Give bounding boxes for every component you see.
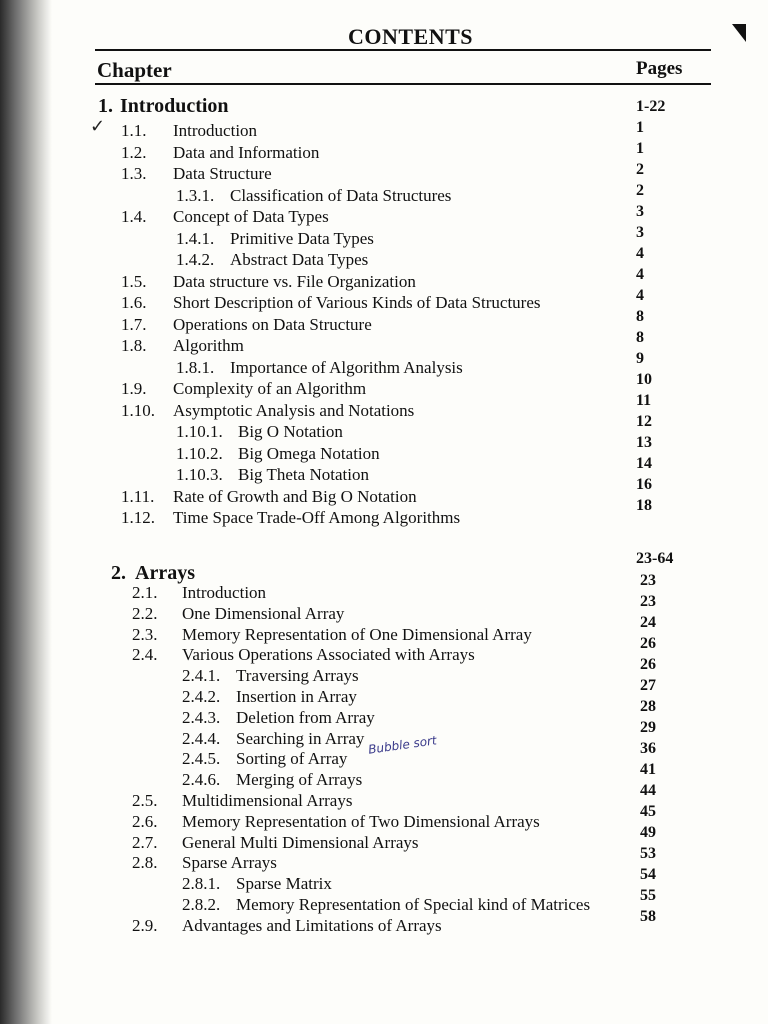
chapter1-page-number: 12	[636, 413, 652, 430]
chapter-2-title: Arrays	[135, 562, 195, 584]
chapter2-page-number: 55	[640, 887, 656, 904]
chapter2-entry-title: Memory Representation of One Dimensional Array	[182, 624, 532, 644]
chapter1-page-number: 3	[636, 224, 644, 241]
chapter2-entry-title: Deletion from Array	[236, 707, 375, 727]
chapter2-entry-number: 2.7.	[132, 832, 158, 852]
header-rule	[95, 83, 711, 85]
chapter1-entry-number: 1.5.	[121, 271, 147, 291]
chapter-2-number: 2.	[111, 562, 126, 584]
chapter2-entry-title: One Dimensional Array	[182, 603, 345, 623]
chapter1-entry-title: Data and Information	[173, 142, 320, 162]
chapter2-entry-number: 2.8.	[132, 853, 158, 873]
chapter1-entry-title: Operations on Data Structure	[173, 314, 372, 334]
chapter2-entry-title: Introduction	[182, 583, 267, 602]
chapter2-page-number: 23	[640, 593, 656, 610]
chapter1-entry-number: 1.12.	[121, 508, 155, 527]
chapter1-page-number: 10	[636, 371, 652, 388]
chapter1-entry-number: 1.9.	[121, 379, 147, 398]
chapter2-entry-title: Sparse Arrays	[182, 853, 277, 873]
chapter1-entry-number: 1.8.	[121, 336, 147, 355]
chapter1-page-number: 3	[636, 203, 644, 220]
chapter2-page-number: 53	[640, 845, 656, 862]
chapter1-entry-title: Data structure vs. File Organization	[173, 271, 416, 291]
chapter-1-title: Introduction	[120, 95, 229, 117]
chapter1-page-number: 8	[636, 329, 644, 346]
chapter1-entry-title: Complexity of an Algorithm	[173, 379, 367, 398]
chapter1-page-number: 1	[636, 119, 644, 136]
pages-column-header: Pages	[636, 58, 683, 79]
chapter-column-header: Chapter	[97, 58, 172, 82]
chapter1-entry-title: Big O Notation	[238, 422, 343, 441]
chapter2-entry-title: Merging of Arrays	[236, 770, 363, 790]
chapter2-page-number: 44	[640, 782, 656, 799]
chapter2-entry-number: 2.3.	[132, 624, 158, 644]
chapter1-entry-title: Algorithm	[173, 336, 244, 355]
chapter1-entry-number: 1.10.3.	[176, 465, 223, 484]
chapter1-entry-title: Data Structure	[173, 164, 272, 183]
chapter2-page-number: 45	[640, 803, 656, 820]
chapter1-entry-number: 1.7.	[121, 314, 147, 334]
chapter2-entry-number: 2.8.2.	[182, 895, 221, 914]
chapter1-entry-title: Classification of Data Structures	[230, 185, 452, 205]
chapter1-entry-number: 1.6.	[121, 293, 147, 312]
chapter1-entry-title: Abstract Data Types	[230, 250, 369, 269]
chapter2-page-number: 26	[640, 656, 656, 673]
chapter2-entry-title: Memory Representation of Two Dimensional Arrays	[182, 811, 540, 831]
chapter2-page-number: 29	[640, 719, 656, 736]
chapter1-entry-title: Short Description of Various Kinds of Data Structures	[173, 293, 541, 312]
chapter2-page-number: 24	[640, 614, 656, 631]
chapter1-entry-number: 1.4.	[121, 207, 147, 226]
chapter1-page-number: 16	[636, 476, 652, 493]
chapter2-page-number: 23	[640, 572, 656, 589]
chapter1-entry-title: Big Theta Notation	[238, 465, 369, 484]
chapter2-entry-title: Sorting of Array	[236, 749, 348, 769]
book-spine-shadow	[0, 0, 52, 1024]
chapter2-entry-number: 2.1.	[132, 583, 158, 602]
chapter2-page-number: 27	[640, 677, 656, 694]
chapter1-entry-title: Time Space Trade-Off Among Algorithms	[173, 508, 461, 527]
chapter1-entry-number: 1.8.1.	[176, 357, 215, 377]
chapter2-entry-number: 2.4.4.	[182, 728, 221, 748]
chapter1-entry-title: Rate of Growth and Big O Notation	[173, 486, 417, 506]
chapter1-entry-title: Introduction	[173, 121, 258, 140]
chapter2-page-number: 28	[640, 698, 656, 715]
corner-triangle-icon	[732, 24, 746, 42]
chapter1-entry-title: Primitive Data Types	[230, 228, 374, 248]
handwritten-annotation: Bubble sort	[367, 733, 438, 757]
chapter2-entry-number: 2.8.1.	[182, 874, 221, 894]
chapter2-entry-title: Insertion in Array	[236, 687, 357, 706]
chapter1-entry-title: Importance of Algorithm Analysis	[230, 357, 463, 377]
chapter2-page-number: 36	[640, 740, 656, 757]
chapter1-entry-number: 1.3.1.	[176, 185, 215, 205]
chapter1-page-number: 4	[636, 287, 644, 304]
chapter1-entry-number: 1.10.2.	[176, 443, 223, 463]
chapter2-entry-title: Traversing Arrays	[236, 666, 359, 686]
page-title: CONTENTS	[348, 24, 474, 49]
chapter1-entry-number: 1.11.	[121, 486, 155, 506]
chapter1-page-number: 14	[636, 455, 652, 472]
chapter1-entry-title: Big Omega Notation	[238, 443, 380, 463]
chapter1-page-number: 1	[636, 140, 644, 157]
chapter2-page-number: 54	[640, 866, 656, 883]
chapter1-entry-number: 1.2.	[121, 142, 147, 162]
chapter2-entry-number: 2.4.5.	[182, 749, 221, 769]
chapter1-page-number: 2	[636, 161, 644, 178]
chapter1-entry-number: 1.1.	[121, 121, 147, 140]
chapter2-entry-number: 2.2.	[132, 603, 158, 623]
chapter1-page-number: 9	[636, 350, 644, 367]
chapter2-entry-number: 2.4.3.	[182, 707, 221, 727]
chapter2-entry-title: Sparse Matrix	[236, 874, 332, 894]
chapter1-entry-number: 1.10.	[121, 400, 155, 420]
top-rule	[95, 49, 711, 51]
chapter2-entry-number: 2.5.	[132, 791, 158, 810]
chapter1-page-number: 4	[636, 245, 644, 262]
chapter1-entry-title: Asymptotic Analysis and Notations	[173, 400, 415, 420]
chapter1-page-number: 2	[636, 182, 644, 199]
chapter2-page-number: 41	[640, 761, 656, 778]
chapter2-entry-title: General Multi Dimensional Arrays	[182, 832, 419, 852]
chapter1-entry-number: 1.10.1.	[176, 422, 223, 441]
chapter1-entry-number: 1.4.2.	[176, 250, 215, 269]
chapter1-page-number: 8	[636, 308, 644, 325]
chapter1-entry-number: 1.4.1.	[176, 228, 215, 248]
chapter2-entry-title: Advantages and Limitations of Arrays	[182, 915, 442, 935]
chapter1-page-number: 11	[636, 392, 652, 409]
chapter2-entry-number: 2.4.6.	[182, 770, 221, 790]
chapter2-entry-title: Memory Representation of Special kind of Matrices	[236, 895, 591, 914]
chapter1-page-number: 4	[636, 266, 644, 283]
chapter2-entry-number: 2.4.2.	[182, 687, 221, 706]
chapter2-entry-title: Multidimensional Arrays	[182, 791, 353, 810]
chapter1-page-number: 18	[636, 497, 652, 514]
chapter2-page-number: 58	[640, 908, 656, 925]
chapter-2-pages: 23-64	[636, 550, 674, 567]
chapter2-page-number: 49	[640, 824, 656, 841]
chapter2-entry-number: 2.4.1.	[182, 666, 221, 686]
chapter2-entry-title: Searching in Array	[236, 728, 365, 748]
chapter-1-number: 1.	[98, 95, 113, 117]
chapter2-entry-number: 2.9.	[132, 915, 158, 935]
chapter2-page-number: 26	[640, 635, 656, 652]
chapter1-entry-number: 1.3.	[121, 164, 147, 183]
chapter1-page-number: 13	[636, 434, 652, 451]
chapter1-entry-title: Concept of Data Types	[173, 207, 329, 226]
chapter2-entry-title: Various Operations Associated with Arrays	[182, 645, 475, 665]
chapter2-entry-number: 2.4.	[132, 645, 158, 665]
chapter-1-pages: 1-22	[636, 98, 666, 115]
checkmark-icon: ✓	[90, 116, 106, 137]
chapter2-entry-number: 2.6.	[132, 811, 158, 831]
